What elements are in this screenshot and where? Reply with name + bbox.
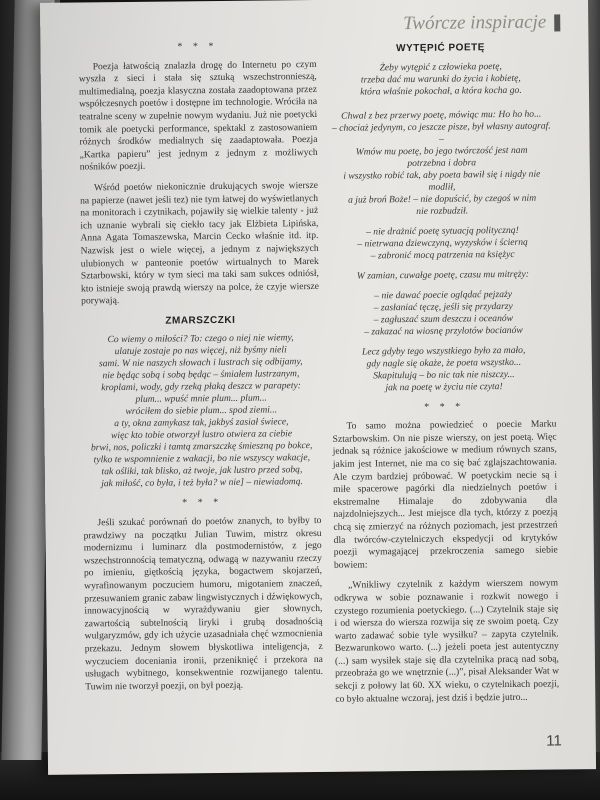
paragraph: Poezja łatwością znalazła drogę do Internetu po czym wyszła z sieci i stała się sztuką wszechstronnieszą, multimedialną, poezja klasyczna została zaadoptowana przez współczesnych poetów i dostępne im technologie. Wróciła na teatralne sceny w zupełnie nowym wydaniu. Już nie poetycki tomik ale poetycki performance, spektakl z zastosowaniem różnych środków medialnych się zaadaptowała. Poezja „Kartka papieru” jest jednym z jednym z możliwych nośników poezji. xyxy=(78,58,318,173)
paragraph: Wśród poetów niekonicznie drukujących swoje wiersze na papierze (nawet jeśli tez) nie tym łatwej do wyświetlanych na monitorach i czytnikach, pojawiły się wielkie talenty - już ich uznanie wybrali się ciekło tacy jak Elżbieta Lipińska, Anna Agata Tomaszewska, Marcin Cecko właśnie itd. itp. Nazwisk jest o wiele więcej, a jednym z największych ulubionych w panteonie poetów wirtualnych to Marek Sztarbowski, który w tym sieci ma taki sam sukces odniósł, kto istnieje swoją prawdą wierszy na polce, że czyje wiersze porywają. xyxy=(80,179,320,307)
left-column xyxy=(78,36,323,702)
poem-line: więc kto tobie otworzył lustro otwiera za ciebie xyxy=(110,428,293,442)
page-number: 11 xyxy=(546,732,562,750)
poem-line: nie będąc sobą i sobą będąc – śmiałem lustrzanym, xyxy=(102,368,300,382)
poem-line: – zagłuszać szum deszczu i oceanów xyxy=(373,312,514,325)
poem-stanza xyxy=(331,268,555,282)
magazine-page xyxy=(40,0,596,775)
paragraph: Jeśli szukać porównań do poetów znanych, to byłby to prawdziwy na początku Julian Tuwim, mistrz okresu modernizmu i luminarz dla postmodernistów, z jego wszechstronnością tematyczną, odwagą w nazywaniu rzeczy po imieniu, giętkością języka, bogactwem skojarzeń, wyrafinowanym poczuciem humoru, migotaniem znaczeń, przesuwaniem granic zabaw lingwistycznych i dźwiękowych, innowacyjnością w wyrażdywaniu gier słownych, zawartością subtelnością liryki i grubą dosadnością wulgaryzmów, gdy ich użycie uzasadniała chęć wzmocnienia przekazu. Jednym słowem błyskotliwa inteligencja, z wyczuciem doceniania ironii, przeniknięć i przekora na usługach wybitnego, konsekwentnie rozwijanego talentu. Tuwim nie tworzył poezji, on był poezją. xyxy=(83,515,324,693)
poem-line: – nie drażnić poetę sytuacją polityczną! xyxy=(366,224,519,238)
poem-line: Wmów mu poetę, bo jego twórczość jest nam xyxy=(355,144,528,158)
poem-line: – zasłaniać tęczę, jeśli się przydarzy xyxy=(373,300,513,313)
poem-title: WYTĘPIĆ POETĘ xyxy=(396,42,485,55)
section-divider: * * * xyxy=(182,497,223,509)
poem-line: kroplami, wody, gdy rzeką płaką deszcz w parapety: xyxy=(101,380,301,394)
poem-line: plum... wpuść mnie plum... plum... xyxy=(135,392,267,406)
paragraph: To samo można powiedzieć o poecie Marku Sztarbowskim. On nie pisze wierszy, on jest poetą. Więc jednak są różnice jakościowe w medium równych szans, jakim jest Internet, nie ma co się bać zglajszachtowania. Ale czym bardziej próbować. W poetyckim necie są i miłe spacerowe pagórki dla niedzielnych poetów i ekstremalne Himalaje do zdobywania dla najzdolniejszych... Jest miejsce dla tych, którzy z poezją chcą się zmierzyć na różnych poziomach, jest przestrzeń dla twórców-czytelniczych ekspedycji od krytyków poezji wymagającej przekroczenia samego siebie bowiem: xyxy=(332,418,558,571)
poem-line: tak ośliki, tak blisko, aż twoje, jak lustro przed sobą, xyxy=(101,464,303,478)
poem-line: i wszystko robić tak, aby poeta bawił się i nigdy nie modlił, xyxy=(343,168,541,193)
poem-line: potrzebna i dobra xyxy=(407,156,477,169)
right-column xyxy=(328,34,559,715)
poem-line: – zakazać na wiosnę przylotów bocianów xyxy=(364,324,523,338)
poem-line: wróciłem do siebie plum... spod ziemi... xyxy=(125,404,278,418)
poem-stanza xyxy=(329,60,555,218)
poem-line: Żeby wytępić z człowieka poetę, xyxy=(379,60,502,73)
poem-stanza xyxy=(331,288,555,338)
poem-line: Co wiemy o miłości? To: czego o niej nie wiemy, xyxy=(107,332,294,346)
poem-line: Lecz gdyby tego wszystkiego było za mało, xyxy=(361,344,526,358)
poem-line: – nietrwana dziewczyną, wyzysków i ścierną xyxy=(357,236,528,250)
poem-title: ZMARSZCZKI xyxy=(165,314,236,327)
poem-line: Skapitulują – bo nic tak nie niszczy... xyxy=(373,368,515,381)
poem-line: ulatuje zostaje po nas więcej, niż byśmy nieli xyxy=(114,344,287,358)
section-title: Twórcze inspiracje xyxy=(403,11,547,35)
poem-line: nie rozbudził. xyxy=(416,204,469,217)
poem-line: trzeba dać mu warunki do życia i kobietę, xyxy=(360,72,521,86)
poem-line: – chociaż jedynym, co jeszcze pisze, był własny autograf. – xyxy=(331,120,551,145)
page-header xyxy=(403,11,560,35)
poem-line: jak miłość, co była, i też była? w nie] – niewiadomą. xyxy=(101,476,303,490)
poem-line: W zamian, cuwałge poetę, czasu mu mitręży: xyxy=(356,268,529,282)
poem-line: a ty, okna zamykasz tak, jakbyś zasiał świece, xyxy=(114,416,289,430)
quote-paragraph: „Wnikliwy czytelnik z każdym wierszem nowym odkrywa w sobie poznawanie i rozkwit nowego i czystego rozumienia poetyckiego. (...) Czytelnik staje się i od wiersza do wiersza rozwija się ze swoim poetą. Czy warto zadawać sobie tyle wysiłku? – zapyta czytelnik. Bezwarunkowo warto. (...) jeżeli poeta jest autentyczny (...) sam wysiłek staje się dla czytelnika pracą nad sobą, przeobraża go we wnętrznie (...)”, pisał Aleksander Wat w sekcji z połowy lat 60. XX wieku, o czytelnikach poezji, co było aktualne wczoraj, jest dziś i będzie jutro... xyxy=(334,577,560,705)
header-mark-icon xyxy=(554,14,560,31)
poem xyxy=(81,332,321,490)
poem-line: – zabronić mocą patrzenia na księżyc xyxy=(370,248,515,262)
poem-line: – nie dawać poecie oglądać pejzaży xyxy=(374,288,513,301)
poem-line: sami. W nie naszych słowach i lustrach się odbijamy, xyxy=(98,356,303,370)
poem-stanza xyxy=(330,224,554,262)
poem-line: gdy nagle się okaże, że poeta wszystko... xyxy=(366,356,522,370)
poem-line: jak na poetę w życiu nie czyta! xyxy=(385,380,503,393)
poem-line: Chwal z bez przerwy poetę, mówiąc mu: Ho ho ho... xyxy=(341,108,542,122)
section-divider: * * * xyxy=(424,401,465,413)
poem-stanza xyxy=(332,344,556,394)
poem-line: brwi, nos, policzki i tamtą zmarszczkę śmieszną po bokce, xyxy=(90,440,313,454)
section-divider: * * * xyxy=(177,41,218,53)
poem-line: która właśnie pokochał, a która kocha go. xyxy=(360,84,522,98)
poem-line: tylko te wspomnienie z wakacji, bo nie wszyscy wakacje, xyxy=(93,452,311,466)
poem-line: a już broń Boże! – nie dopuścić, by czegoś w nim xyxy=(348,192,537,206)
